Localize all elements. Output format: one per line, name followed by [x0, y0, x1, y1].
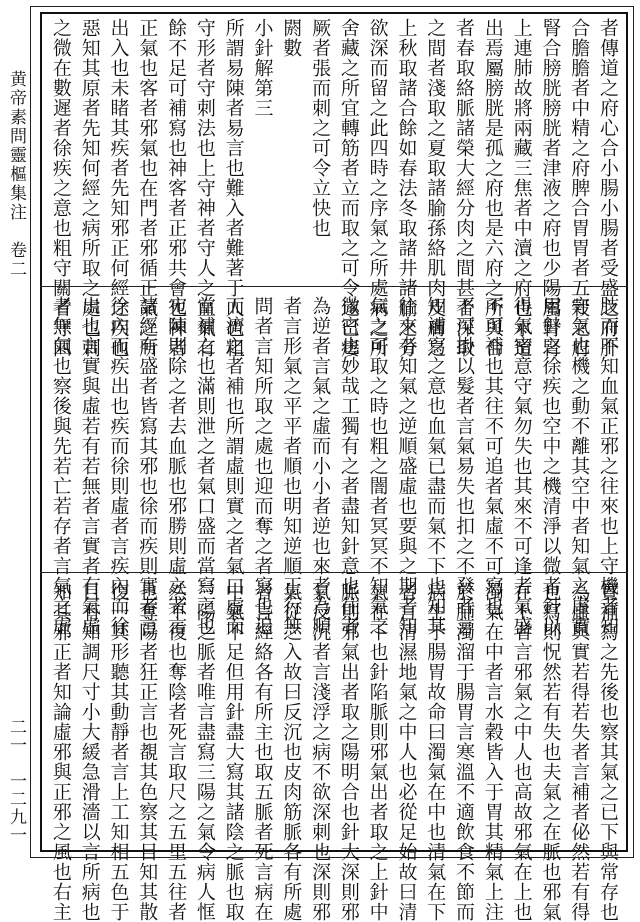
- text-column: 濁氣在中者言水穀皆入于胃其精氣上注: [481, 582, 504, 922]
- text-column: 出入也未睹其疾者先知邪正何經之疾也: [107, 18, 130, 358]
- text-column: 舍藏之所宜轉筋者立而取之可令遂已痿: [337, 18, 360, 358]
- text-column: 者言清濕地氣之中人也必從足始故曰清: [395, 582, 418, 922]
- text-column: 氣從之入故曰反沉也皮肉筋脈各有所處: [280, 582, 303, 922]
- page-number-margin: 二一 一二九一: [6, 718, 26, 844]
- text-column: 出焉屬膀胱是孤之府也是六府之所與合: [481, 18, 504, 358]
- text-column: 得氣密意守氣勿失也其來不可逢者氣盛: [510, 296, 533, 636]
- text-column: 上秋取諸合餘如春法冬取諸井諸腧之分: [395, 18, 418, 358]
- text-column: 守氣也機之動不離其空中者知氣之虛實: [568, 296, 591, 636]
- text-column: 上連肺故將兩藏三焦者中瀆之府也水道: [510, 18, 533, 358]
- text-column: 中氣不足但用針盡大寫其諸陰之脈也取: [222, 582, 245, 922]
- text-column: 合膽膽者中精之府脾合胃胃者五穀之府: [568, 18, 591, 358]
- text-column: 然不復也奪陰者死言取尺之五里五往者: [165, 582, 188, 922]
- text-column: 不可補也其往不可追者氣虛不可寫也: [481, 296, 504, 616]
- text-column: 脈則邪氣出者取之陽明合也針大深則邪: [337, 582, 360, 922]
- text-column: 為逆者言氣之虛而小小者逆也來者為順: [309, 296, 332, 636]
- text-column: 正氣也客者邪氣也在門者邪循正氣之所: [136, 18, 159, 358]
- text-column: 氣在下也針陷脈則邪氣出者取之上針中: [366, 582, 389, 922]
- text-column: 知其邪正者知論虛邪與正邪之風也右主: [49, 582, 72, 922]
- text-column: 諸經有盛者皆寫其邪也徐而疾則實者言: [136, 296, 159, 636]
- text-column: 而濟之者補也所謂虛則實之者氣口虛而: [222, 296, 245, 636]
- text-column: 之間者淺取之夏取諸腧孫絡肌肉皮膚之: [424, 18, 447, 358]
- text-column: 者無氣也察後與先若亡若存者言氣之虛: [49, 296, 72, 636]
- text-column: 腎合膀胱膀胱者津液之府也少陽屬腎腎: [539, 18, 562, 358]
- text-column: 所謂易陳者易言也難入者難著于人也粗: [222, 18, 245, 358]
- text-column: 實補寫之先後也察其氣之已下與常存也: [597, 582, 620, 922]
- text-column: 守形者守刺法也上守神者守人之血氣有: [193, 18, 216, 358]
- text-panel-bottom: [40, 578, 628, 922]
- text-column: 往來者知氣之逆順盛虛也要與之期者知: [395, 296, 418, 636]
- text-column: 目有知調尺寸小大緩急滑濇以言所病也: [78, 582, 101, 922]
- text-column: 氣之可取之時也粗之闇者冥冥不知氣之: [366, 296, 389, 636]
- text-column: 氣反沉者言淺浮之病不欲深刺也深則邪: [309, 582, 332, 922]
- chapter-heading: 小針解第三: [251, 18, 274, 118]
- text-column: 閼數: [280, 18, 303, 58]
- text-column: 為虛與實若得若失者言補者佖然若有得: [568, 582, 591, 922]
- text-column: 者言經絡各有所主也取五脈者死言病在: [251, 582, 274, 922]
- text-column: 問者言知所取之處也迎而奪之者寫也追: [251, 296, 274, 636]
- text-column: 厥者張而刺之可令立快也: [309, 18, 332, 238]
- text-column: 也寫則怳然若有失也夫氣之在脈也邪氣: [539, 582, 562, 922]
- text-column: 於肺濁溜于腸胃言寒溫不適飲食不節而: [453, 582, 476, 922]
- panel-divider: [40, 572, 628, 573]
- text-column: 者言形氣之平平者順也明知逆順正行無: [280, 296, 303, 636]
- text-column: 出也言實與虛若有若無者言實者有氣虛: [78, 296, 101, 636]
- text-column: 復一其形聽其動靜者言上工知相五色于: [107, 582, 130, 922]
- text-column: 病生于腸胃故命曰濁氣在中也清氣在下: [424, 582, 447, 922]
- text-column: 者傳道之府心合小腸小腸者受盛之府肝: [597, 18, 620, 358]
- text-column: 知補寫之意也血氣已盡而氣不下也知其: [424, 296, 447, 636]
- text-column: 肢而不知血氣正邪之往來也上守機者知: [597, 296, 620, 636]
- text-column: 微密也妙哉工獨有之者盡知針意也往者: [337, 296, 360, 636]
- text-column: 宛陳則除之者去血脈也邪勝則虛之者言: [165, 296, 188, 636]
- text-column: 徐內而疾出也疾而徐則虛者言疾內而徐: [107, 296, 130, 636]
- text-column: 用針之徐疾也空中之機清淨以微者針以: [539, 296, 562, 636]
- text-column: 者春取絡脈諸榮大經分肉之間甚者深取: [453, 18, 476, 358]
- text-panel-middle: [40, 292, 628, 636]
- text-column: 不可掛以髮者言氣易失也扣之不發者言: [453, 296, 476, 636]
- text-column: 也奪陽者狂正言也覩其色察其目知其散: [136, 582, 159, 922]
- text-column: 餘不足可補寫也神客者正邪共會也神者: [165, 18, 188, 358]
- text-column: 惡知其原者先知何經之病所取之處也刺: [78, 18, 101, 358]
- text-column: 欲深而留之此四時之序氣之所處病之所: [366, 18, 389, 358]
- book-title-margin: 黄帝素問靈樞集注 卷二: [6, 70, 26, 279]
- text-column: 三陽之脈者唯言盡寫三陽之氣令病人恇: [193, 582, 216, 922]
- text-panel-top: [40, 14, 628, 358]
- text-column: 之微在數遲者徐疾之意也粗守關者守四: [49, 18, 72, 358]
- text-column: 當補之也滿則泄之者氣口盛而當寫之也: [193, 296, 216, 636]
- text-column: 在上者言邪氣之中人也高故邪氣在上也: [510, 582, 533, 922]
- panel-divider: [40, 286, 628, 287]
